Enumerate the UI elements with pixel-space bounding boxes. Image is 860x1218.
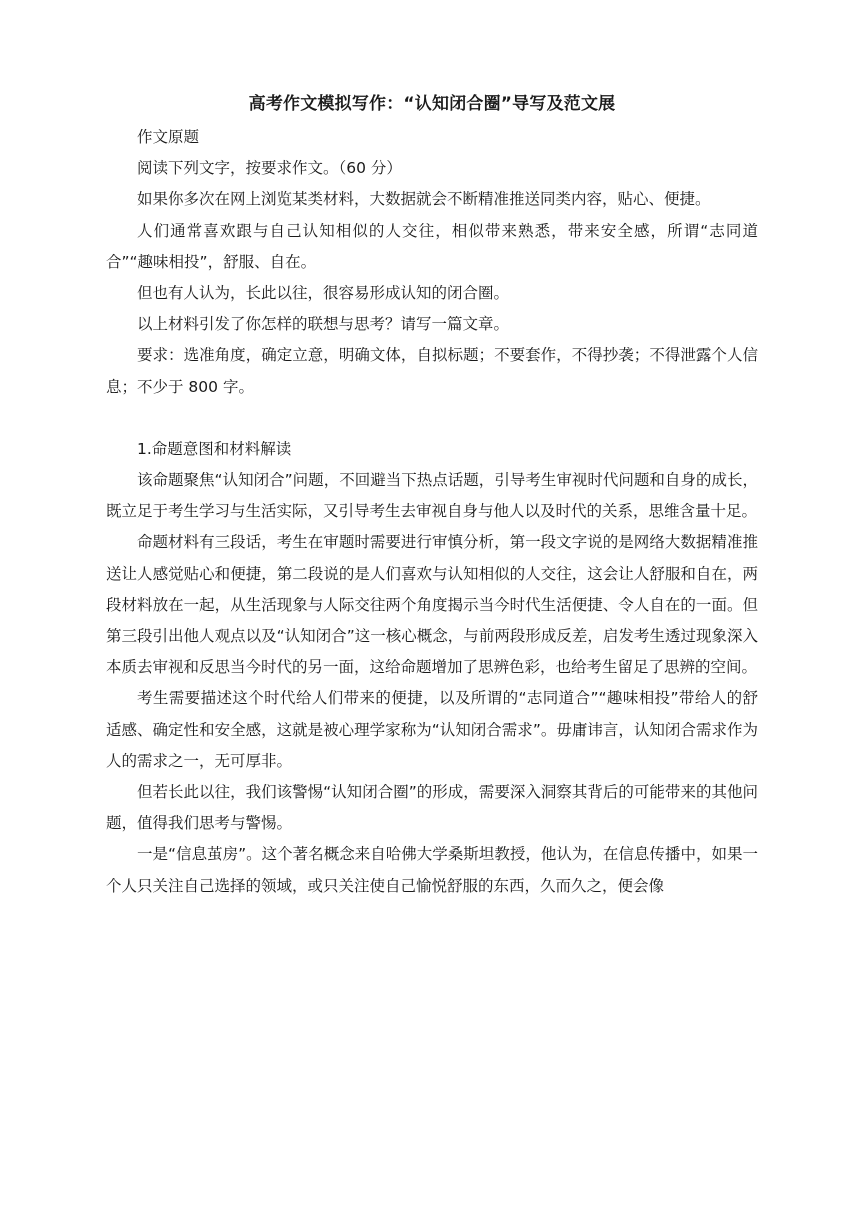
analysis-paragraph-1: 该命题聚焦“认知闭合”问题，不回避当下热点话题，引导考生审视时代问题和自身的成长，既立足于考生学习与生活实际，又引导考生去审视自身与他人以及时代的关系，思维含量十足。 xyxy=(106,471,758,521)
document-title: 高考作文模拟写作：“认知闭合圈”导写及范文展 xyxy=(248,94,616,114)
section-spacer xyxy=(106,403,758,434)
paragraph-requirements: 要求：选准角度，确定立意，明确文体，自拟标题；不要套作，不得抄袭；不得泄露个人信息；不少于 800 字。 xyxy=(106,346,758,396)
paragraph-instruction: 阅读下列文字，按要求作文。（60 分） xyxy=(137,159,402,178)
paragraph-material-1: 如果你多次在网上浏览某类材料，大数据就会不断精准推送同类内容，贴心、便捷。 xyxy=(137,190,711,209)
paragraph-question: 以上材料引发了你怎样的联想与思考？请写一篇文章。 xyxy=(137,315,510,334)
document-page xyxy=(106,88,758,902)
analysis-paragraph-4: 但若长此以往，我们该警惕“认知闭合圈”的形成，需要深入洞察其背后的可能带来的其他问题，值得我们思考与警惕。 xyxy=(106,783,758,833)
paragraph-prompt-label: 作文原题 xyxy=(137,128,200,146)
analysis-paragraph-3: 考生需要描述这个时代给人们带来的便捷，以及所谓的“志同道合”“趣味相投”带给人的舒适感、确定性和安全感，这就是被心理学家称为“认知闭合需求”。毋庸讳言，认知闭合需求作为人的需求之一，无可厚非。 xyxy=(106,689,758,770)
paragraph-material-2: 人们通常喜欢跟与自己认知相似的人交往，相似带来熟悉，带来安全感，所谓“志同道合”“趣味相投”，舒服、自在。 xyxy=(106,221,758,271)
paragraph-material-3: 但也有人认为，长此以往，很容易形成认知的闭合圈。 xyxy=(137,284,510,303)
analysis-paragraph-2: 命题材料有三段话，考生在审题时需要进行审慎分析，第一段文字说的是网络大数据精准推送让人感觉贴心和便捷，第二段说的是人们喜欢与认知相似的人交往，这会让人舒服和自在，两段材料放在一起，从生活现象与人际交往两个角度揭示当今时代生活便捷、令人自在的一面。但第三段引出他人观点以及“认知闭合”这一核心概念，与前两段形成反差，启发考生透过现象深入本质去审视和反思当今时代的另一面，这给命题增加了思辨色彩，也给考生留足了思辨的空间。 xyxy=(106,533,758,677)
section-heading: 1.命题意图和材料解读 xyxy=(137,439,292,458)
analysis-paragraph-5: 一是“信息茧房”。这个著名概念来自哈佛大学桑斯坦教授，他认为，在信息传播中，如果一个人只关注自己选择的领域，或只关注使自己愉悦舒服的东西，久而久之，便会像 xyxy=(106,845,758,895)
